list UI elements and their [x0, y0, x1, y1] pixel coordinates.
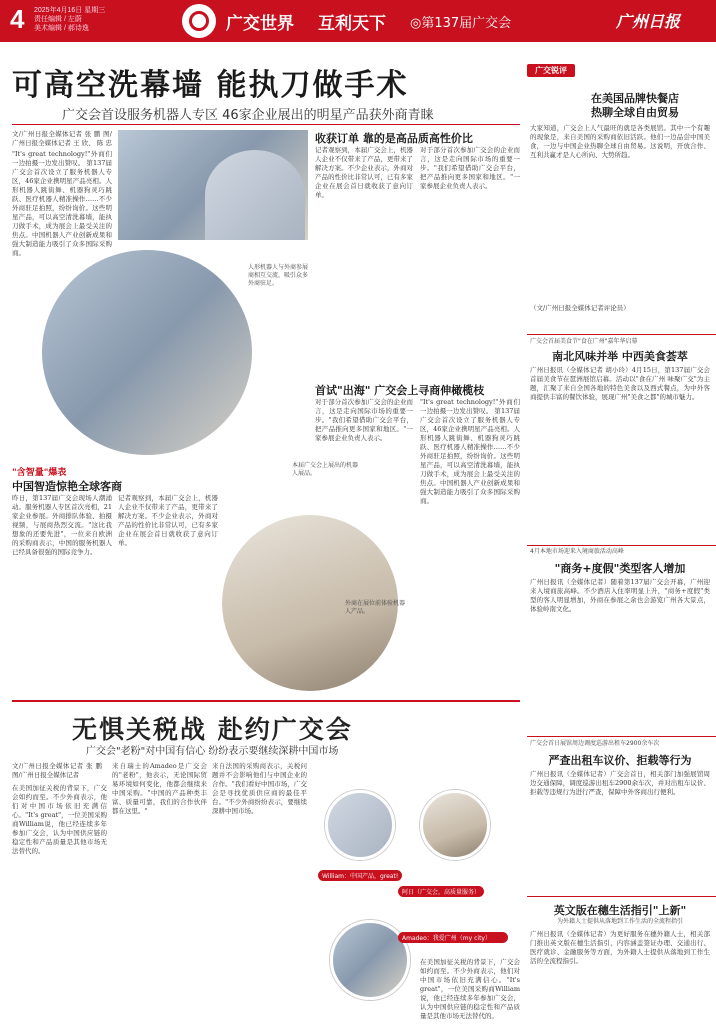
- sidebar-divider-1: [527, 334, 716, 335]
- label-aricha: 阿日（广交会，高质量服务）: [398, 886, 484, 897]
- sidebar5-title: 英文版在穗生活指引"上新": [553, 904, 687, 917]
- second-divider: [12, 700, 520, 702]
- caption-2: 本届广交会上展出的机器人展品。: [292, 462, 359, 477]
- lead-byline: 文/广州日报全媒体记者 张 鹏 图/广州日报全媒体记者 王 欣、 陈 忠: [12, 130, 112, 146]
- page-number: 4: [10, 4, 25, 34]
- sidebar1-title-a: 在美国品牌快餐店: [591, 92, 679, 105]
- lead-column-6: "It's great technology!"外商们一边拍摄一边发出赞叹。 第137届广交会首次设立了服务机器人专区，46家企业携明星产品亮相。人形机器人跳街舞、机器狗灵巧跳跃、医疗机器人精准操作……不少外商驻足拍照，纷纷询价。这些明星产品，可以高空清洗幕墙，能执刀做手术，成为展会上最受关注的焦点。中国机器人产业创新成果和强大制造能力吸引了众多国际采购商。: [420, 398, 520, 505]
- second-byline: 文/广州日报全媒体记者 张 鹏 图/广州日报全媒体记者: [12, 762, 102, 779]
- caption-1: 人形机器人与外商参展商相互交流，吸引众多外商驻足。: [248, 264, 309, 287]
- lead-column-2b: 记者观察到，本届广交会上，机器人企业不仅带来了产品，更带来了解决方案。不少企业表示，外商对产品的性价比非常认可，已有多家企业在展会首日就收获了意向订单。: [118, 494, 218, 547]
- second-column-4: 在美国加征关税的背景下，广交会如约而至。不少外商表示，他们对中国市场依旧充满信心。"It's great"，一位美国采购商William说，他已经连续多年参加广交会，认为中国供应链的稳定性和产品质量是其他市场无法替代的。: [420, 958, 520, 1020]
- col2-subheading: 中国智造惊艳全球客商: [12, 480, 122, 493]
- second-column-1: 在美国加征关税的背景下，广交会如约而至。不少外商表示，他们对中国市场依旧充满信心。"It's great"，一位美国采购商William说，他已经连续多年参加广交会，认为中国供应链的稳定性和产品质量是其他市场无法替代的。: [12, 784, 107, 855]
- sidebar4-body: 广州日报讯（全媒体记者）广交会首日，相关部门加强展馆周边交通保障，调度巡游出租车2900余车次，并对出租车议价、拒载等违规行为进行严查，保障中外客商出行便利。: [530, 770, 710, 796]
- lead-divider: [12, 124, 520, 125]
- section-title-overseas: 首试"出海" 广交会上寻商伸橄榄枝: [315, 384, 485, 397]
- sidebar2-title: 南北风味并举 中西美食荟萃: [552, 350, 688, 363]
- label-amadeo: Amadeo：我爱广州（my city）: [398, 932, 508, 943]
- section-title-b: 互利天下: [318, 14, 386, 34]
- lead-headline: 可高空洗幕墙 能执刀做手术: [12, 68, 409, 103]
- section-title-c: ◎第137届广交会: [410, 16, 512, 31]
- sidebar1-title-b: 热聊全球自由贸易: [591, 106, 679, 119]
- sidebar-divider-4: [527, 896, 716, 897]
- sidebar4-title-small: 广交会首日展馆周边调度巡游出租车2900余车次: [530, 740, 660, 747]
- lead-column-5: 对于部分首次参加广交会的企业而言，这是走向国际市场的重要一步。"我们希望借助广交会平台，把产品推向更多国家和地区。"一家参展企业负责人表示。: [315, 398, 413, 442]
- lead-column-4: 对于部分首次参加广交会的企业而言，这是走向国际市场的重要一步。"我们希望借助广交会平台，把产品推向更多国家和地区。"一家参展企业负责人表示。: [420, 146, 520, 190]
- second-headline: 无惧关税战 赴约广交会: [72, 715, 353, 744]
- commentary-tag: 广交锐评: [527, 64, 575, 77]
- lead-column-1: "It's great technology!"外商们一边拍摄一边发出赞叹。 第137届广交会首次设立了服务机器人专区，46家企业携明星产品亮相。人形机器人跳街舞、机器狗灵巧跳跃、医疗机器人精准操作……不少外商驻足拍照，纷纷询价。这些明星产品，可以高空清洗幕墙，能执刀做手术，成为展会上最受关注的焦点。中国机器人产业创新成果和强大制造能力吸引了众多国际采购商。: [12, 150, 112, 257]
- photo-aricha: [420, 790, 490, 860]
- section-title-a: 广交世界: [226, 14, 294, 34]
- section-title-orders: 收获订单 靠的是高品质高性价比: [315, 132, 473, 145]
- date-line: 2025年4月16日 星期三: [34, 7, 106, 14]
- sidebar2-body: 广州日报讯（全媒体记者 胡小玲）4月15日，第137届广交会首届美食节在琶洲展馆启幕。活动以"食在广州 味聚广交"为主题，汇聚了来自全国各地的特色美食以及西式餐点，为中外客商提供丰富的餐饮体验，展现广州"美食之都"的城市魅力。: [530, 366, 710, 401]
- photo-humanoid-robot: [42, 250, 252, 455]
- sidebar3-title: "商务+度假"类型客人增加: [554, 562, 686, 575]
- photo-inset-visitors: [205, 150, 305, 240]
- lead-subheadline: 广交会首设服务机器人专区 46家企业展出的明星产品获外商青睐: [62, 108, 434, 123]
- photo-william: [325, 790, 395, 860]
- sidebar-tag-bar: [527, 58, 716, 74]
- sidebar5-body: 广州日报讯（全媒体记者）为更好服务在穗外籍人士，相关部门推出英文版在穗生活指引，内容涵盖签证办理、交通出行、医疗就诊、金融服务等方面，为外籍人士提供从落地到工作生活的全流程指引。: [530, 930, 710, 965]
- sidebar5-subtitle: 为外籍人士提供从落地到工作生活的全流程指引: [556, 918, 683, 925]
- second-column-3: 来自法国的采购商表示，关税问题并不会影响他们与中国企业的合作。"我们看好中国市场，广交会是寻找优质供应商的最佳平台。"不少外商纷纷表示，要继续深耕中国市场。: [212, 762, 307, 815]
- sidebar2-title-small: 广交会首届美食节"食在广州"嘉年华启幕: [530, 338, 638, 345]
- sidebar-divider-3: [527, 736, 716, 737]
- second-column-2: 来自瑞士的Amadeo是广交会的"老粉"，他表示，无论国际贸易环境如何变化，他都会继续来中国采购。"中国的产品种类丰富、质量可靠，我们的合作伙伴都在这里。": [112, 762, 207, 815]
- newspaper-logo: 广州日报: [616, 12, 681, 31]
- second-subheadline: 广交会"老粉"对中国有信心 纷纷表示要继续深耕中国市场: [86, 746, 339, 757]
- lead-column-3: 记者观察到，本届广交会上，机器人企业不仅带来了产品，更带来了解决方案。不少企业表示，外商对产品的性价比非常认可，已有多家企业在展会首日就收获了意向订单。: [315, 146, 413, 199]
- art-editor-line: 美术编辑 / 郝诗逸: [34, 25, 89, 32]
- canton-fair-emblem-icon: [182, 4, 216, 38]
- lead-column-2: 昨日，第137届广交会现场人潮涌动。服务机器人专区首次亮相，21家企业参展。外商排队体验、拍摄视频，与展商热烈交流。"这比我想象的还要先进"，一位来自欧洲的采购商表示，中国的服务机器人已经具备很强的国际竞争力。: [12, 494, 112, 556]
- label-william: William：中国产品，great!: [318, 870, 402, 881]
- sidebar1-byline: （文/广州日报全媒体记者评论员）: [530, 304, 630, 312]
- sidebar3-title-small: 4月本地市场迎来入境商旅活动高峰: [530, 548, 624, 555]
- photo-amadeo: [330, 920, 410, 1000]
- col2-heading: "含智量"爆表: [12, 468, 67, 478]
- sidebar4-title: 严查出租车议价、拒载等行为: [548, 754, 692, 767]
- issue-info: [34, 6, 130, 33]
- sidebar1-body: 大家知道，广交会上人气最旺的就是各类展馆。其中一个有趣的现象是，来自美国的采购商依旧活跃。他们一边品尝中国美食，一边与中国企业热聊全球自由贸易。这说明，开放合作、互利共赢才是人心所向、大势所趋。: [530, 124, 710, 159]
- sidebar-divider-2: [527, 545, 716, 546]
- editor-line: 责任编辑 / 左蔚: [34, 16, 82, 23]
- sidebar3-body: 广州日报讯（全媒体记者）随着第137届广交会开幕，广州迎来入境商旅高峰。不少酒店入住率明显上升，"商务+度假"类型的客人明显增加，外商在参展之余也会游览广州各大景点，体验岭南文化。: [530, 578, 710, 613]
- caption-3: 外商在展位前体验机器人产品。: [345, 600, 406, 615]
